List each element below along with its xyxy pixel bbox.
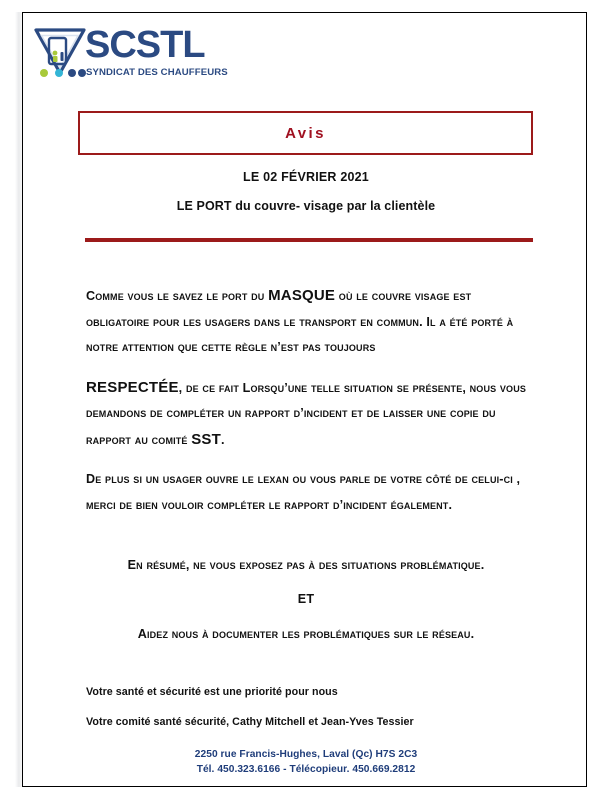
notice-body — [86, 283, 536, 518]
paragraph-1-text-part-1: Comme vous le savez le port du — [86, 289, 269, 303]
paragraph-1-emphasis-masque: MASQUE — [268, 287, 336, 304]
header-divider — [85, 238, 533, 242]
footer-block — [0, 748, 612, 777]
notice-subject: LE PORT du couvre- visage par la clientèle — [176, 199, 436, 213]
page-edge-shadow — [15, 12, 22, 787]
paragraph-2-emphasis-respectee: RESPECTÉE — [86, 378, 179, 396]
footer-contact: Tél. 450.323.6166 - Télécopieur. 450.669.2812 — [196, 763, 416, 775]
summary-line-2: Aidez nous à documenter les problématiques sur le réseau. — [137, 627, 475, 641]
footer-address: 2250 rue Francis-Hughes, Laval (Qc) H7S 2C3 — [194, 749, 418, 760]
summary-block — [56, 556, 556, 643]
body-paragraph-1 — [86, 283, 536, 361]
body-paragraph-2 — [86, 375, 536, 454]
summary-line-1: En résumé, ne vous exposez pas à des situations problématique. — [127, 558, 485, 572]
signature-line-2: Votre comité santé sécurité, Cathy Mitchell et Jean-Yves Tessier — [86, 716, 414, 728]
notice-title: Avis — [285, 124, 326, 142]
body-paragraph-3: De plus si un usager ouvre le lexan ou vous parle de votre côté de celui-ci , merci de bien vouloir compléter le rapport d’incident également. — [86, 472, 521, 512]
logo-dot-navy-1 — [68, 69, 76, 77]
paragraph-2-text-part-2: . — [220, 432, 225, 447]
scstl-logo — [33, 25, 293, 83]
signature-line-1: Votre santé et sécurité est une priorité pour nous — [86, 686, 338, 698]
paragraph-1-text-part-2: où le couvre visage est obligatoire pour les usagers dans le transport en commun. Il a été porté à notre attention que cette règle n’est pas toujours — [86, 289, 514, 354]
notice-date: LE 02 FÉVRIER 2021 — [243, 170, 369, 184]
summary-connector: ET — [297, 592, 315, 606]
logo-dot-navy-2 — [78, 69, 86, 77]
signature-block — [86, 684, 536, 730]
logo-dot-green — [40, 69, 48, 77]
notice-title-box — [78, 111, 533, 155]
logo-tagline: SYNDICAT DES CHAUFFEURS — [86, 67, 228, 78]
logo-dot-cyan — [55, 69, 63, 77]
paragraph-2-emphasis-sst: SST — [191, 430, 221, 448]
paragraph-2-text-part-1: , de ce fait Lorsqu’une telle situation se présente, nous vous demandons de compléter un rapport d’incident et de laisser une copie du rapport au comité — [86, 380, 527, 447]
logo-wordmark: SCSTL — [85, 24, 205, 66]
